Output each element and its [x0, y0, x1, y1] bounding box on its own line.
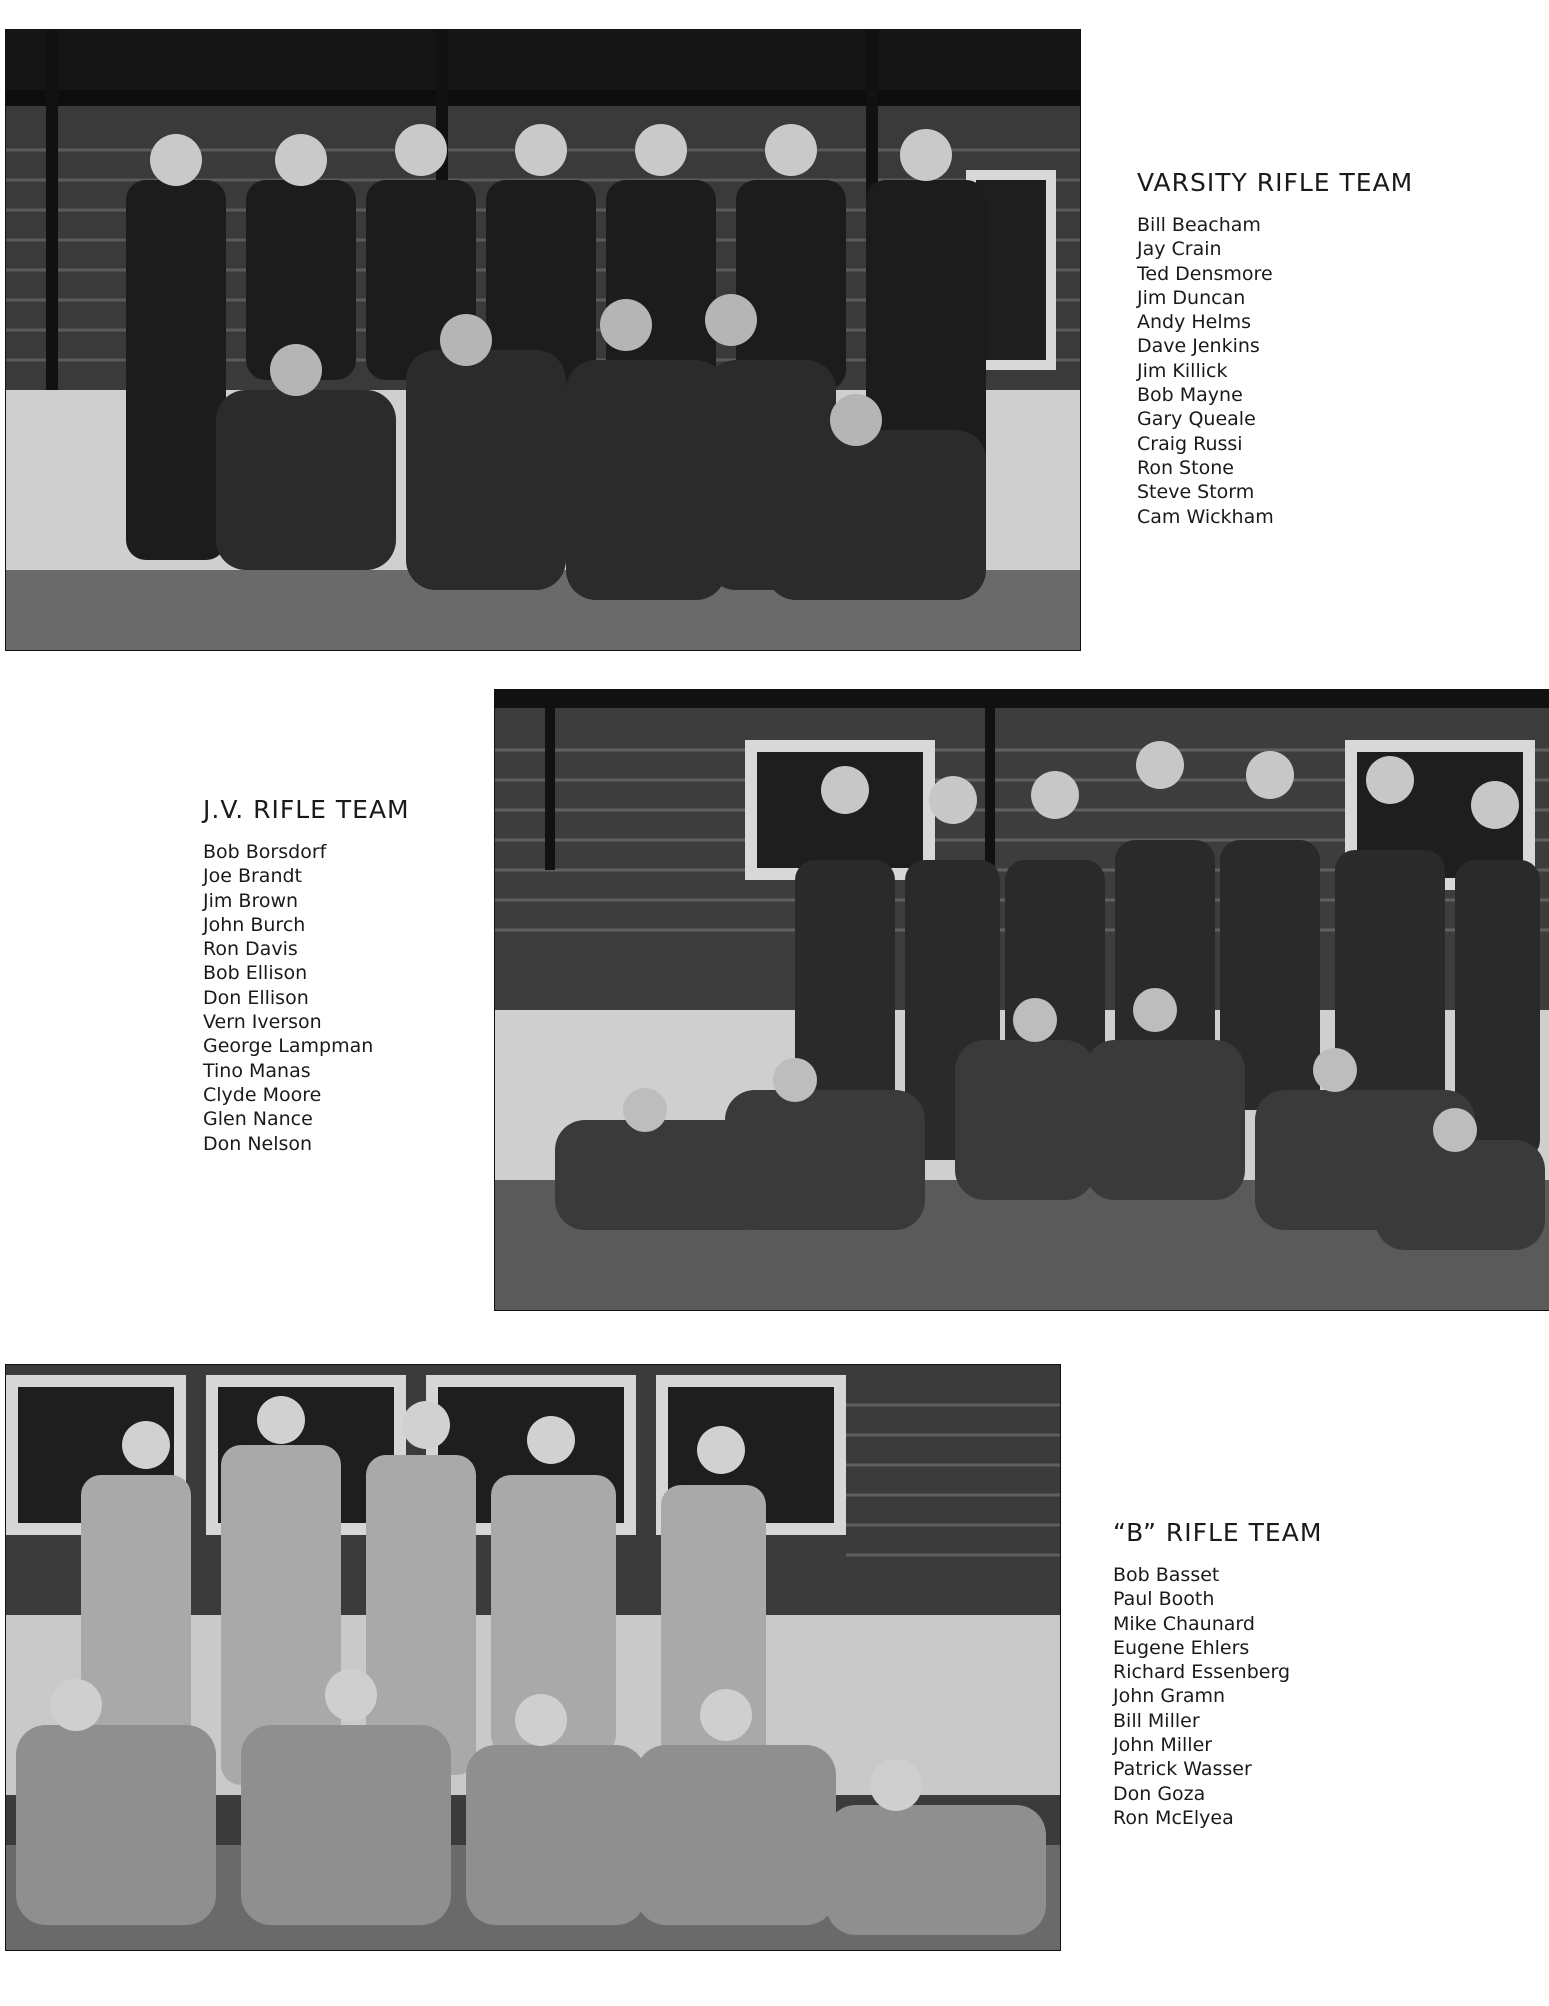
- list-item: Bob Mayne: [1137, 384, 1243, 407]
- list-item: Ron McElyea: [1113, 1806, 1234, 1829]
- list-item: Paul Booth: [1113, 1588, 1215, 1611]
- jv-photo-image: [495, 690, 1549, 1310]
- list-item: Clyde Moore: [203, 1083, 322, 1106]
- list-item: Mike Chaunard: [1113, 1612, 1255, 1635]
- b-team-photo: [6, 1365, 1060, 1950]
- list-item: Joe Brandt: [203, 865, 302, 888]
- b-team-title: “B” RIFLE TEAM: [1113, 1518, 1323, 1547]
- b-team-photo-image: [6, 1365, 1060, 1950]
- list-item: Glen Nance: [203, 1108, 313, 1131]
- varsity-team-roster: [1137, 168, 1413, 529]
- varsity-team-title: VARSITY RIFLE TEAM: [1137, 168, 1414, 197]
- varsity-photo-image: [6, 30, 1080, 650]
- jv-team-roster: [203, 795, 410, 1156]
- list-item: Bob Basset: [1113, 1564, 1220, 1586]
- b-team-roster: [1113, 1518, 1322, 1830]
- list-item: Craig Russi: [1137, 432, 1243, 455]
- list-item: Don Ellison: [203, 986, 309, 1009]
- b-team-member-list: [1113, 1563, 1322, 1830]
- list-item: Bob Borsdorf: [203, 841, 327, 863]
- list-item: Ron Stone: [1137, 456, 1234, 479]
- list-item: Richard Essenberg: [1113, 1661, 1291, 1684]
- list-item: Bill Beacham: [1137, 214, 1261, 236]
- list-item: Tino Manas: [203, 1059, 311, 1082]
- list-item: Dave Jenkins: [1137, 335, 1260, 358]
- list-item: Jim Brown: [203, 889, 299, 912]
- list-item: Andy Helms: [1137, 311, 1252, 334]
- list-item: Bill Miller: [1113, 1709, 1200, 1732]
- list-item: John Miller: [1113, 1734, 1213, 1757]
- list-item: Jim Duncan: [1137, 286, 1246, 309]
- list-item: John Gramn: [1113, 1685, 1226, 1708]
- jv-team-title: J.V. RIFLE TEAM: [203, 795, 410, 824]
- list-item: Ron Davis: [203, 938, 298, 961]
- list-item: Jay Crain: [1137, 238, 1222, 261]
- list-item: Cam Wickham: [1137, 505, 1274, 528]
- list-item: John Burch: [203, 913, 306, 936]
- list-item: Bob Ellison: [203, 962, 308, 985]
- list-item: George Lampman: [203, 1035, 374, 1058]
- list-item: Gary Queale: [1137, 408, 1256, 431]
- list-item: Patrick Wasser: [1113, 1758, 1252, 1781]
- list-item: Don Goza: [1113, 1782, 1206, 1805]
- jv-team-photo: [495, 690, 1549, 1310]
- list-item: Vern Iverson: [203, 1011, 322, 1034]
- list-item: Don Nelson: [203, 1132, 313, 1155]
- jv-member-list: [203, 840, 410, 1156]
- list-item: Jim Killick: [1137, 359, 1228, 382]
- list-item: Steve Storm: [1137, 481, 1255, 504]
- varsity-team-photo: [6, 30, 1080, 650]
- list-item: Eugene Ehlers: [1113, 1636, 1250, 1659]
- list-item: Ted Densmore: [1137, 262, 1273, 285]
- varsity-member-list: [1137, 213, 1413, 529]
